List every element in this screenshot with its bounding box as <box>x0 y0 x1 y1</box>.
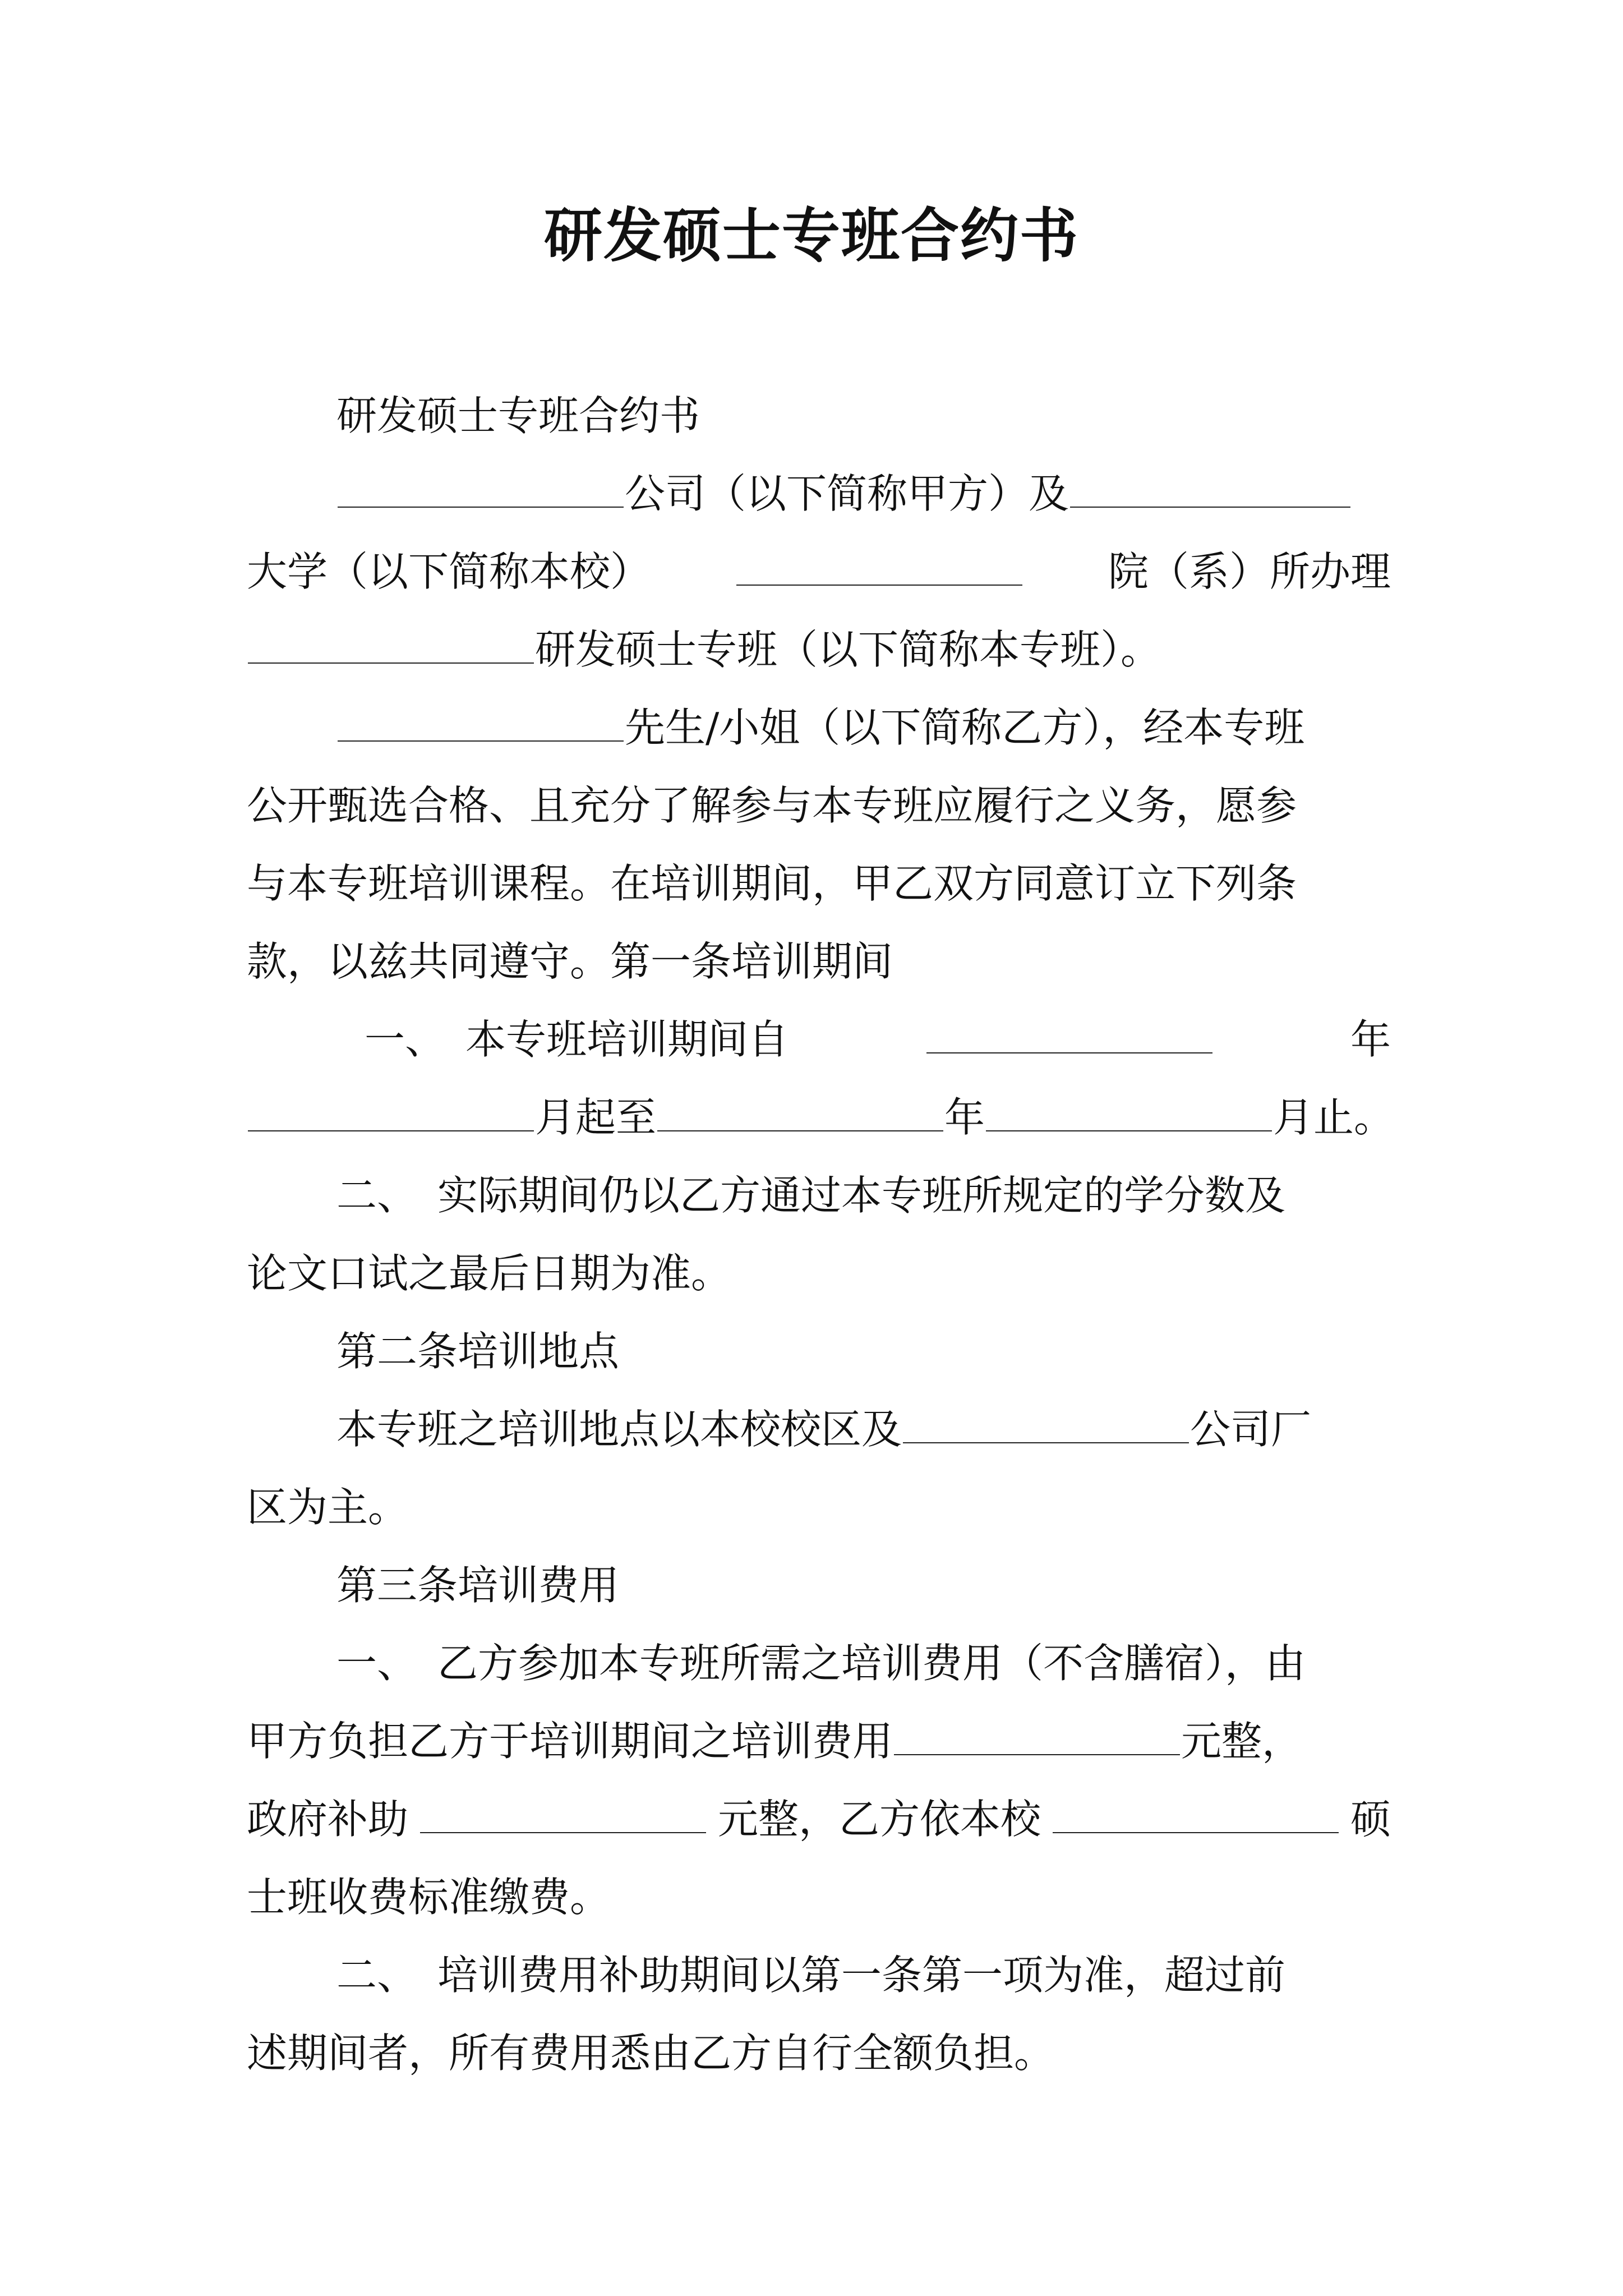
blank-company-name <box>338 466 624 508</box>
line-text: 一、 本专班培训期间自 <box>365 1016 789 1063</box>
blank-start-year <box>926 1012 1212 1053</box>
blank-department <box>736 544 1022 586</box>
body-line: 一、 乙方参加本专班所需之培训费用（不含膳宿），由 <box>336 1640 1306 1687</box>
body-line: 二、 培训费用补助期间以第一条第一项为准，超过前 <box>336 1952 1286 1999</box>
blank-student-name <box>338 700 624 742</box>
body-line: 论文口试之最后日期为准。 <box>247 1250 732 1297</box>
blank-university-name <box>1070 466 1350 508</box>
line-text: 公司（以下简称甲方）及 <box>625 470 1069 517</box>
line-text: 院（系）所办理 <box>1108 548 1391 595</box>
line-text: 公司厂 <box>1190 1406 1312 1453</box>
blank-government-subsidy <box>420 1792 706 1833</box>
line-text: 政府补助 <box>247 1796 409 1843</box>
body-line: 款，以兹共同遵守。第一条培训期间 <box>247 938 893 985</box>
subsidy-line <box>247 1780 1391 1858</box>
university-line <box>247 533 1391 611</box>
line-text: 先生/小姐（以下简称乙方），经本专班 <box>625 704 1305 751</box>
fee-line <box>247 1703 1391 1780</box>
section-heading: 第二条培训地点 <box>336 1328 620 1375</box>
party-b-line <box>247 689 1391 767</box>
blank-end-year <box>657 1090 943 1131</box>
line-text: 年 <box>1350 1016 1391 1063</box>
body-line: 与本专班培训课程。在培训期间，甲乙双方同意订立下列条 <box>247 860 1297 907</box>
line-text: 研发硕士专班（以下简称本专班）。 <box>535 626 1161 673</box>
line-text: 元整，乙方依本校 <box>717 1796 1041 1843</box>
section-heading: 第三条培训费用 <box>336 1562 620 1609</box>
blank-end-month <box>986 1090 1272 1131</box>
line-text: 硕 <box>1350 1796 1391 1843</box>
line-text: 元整， <box>1181 1718 1303 1765</box>
blank-program-name <box>248 622 534 664</box>
line-text: 本专班之培训地点以本校校区及 <box>336 1406 902 1453</box>
blank-company-site <box>903 1402 1189 1443</box>
location-line <box>247 1391 1391 1469</box>
line-text: 甲方负担乙方于培训期间之培训费用 <box>247 1718 893 1765</box>
line-text: 月起至 <box>535 1094 657 1141</box>
blank-school-name <box>1053 1792 1339 1833</box>
party-a-line <box>247 455 1391 533</box>
program-line <box>247 611 1391 689</box>
line-text: 大学（以下简称本校） <box>247 548 651 595</box>
subtitle-line: 研发硕士专班合约书 <box>336 392 700 439</box>
document-body <box>247 377 1395 2092</box>
body-line: 述期间者，所有费用悉由乙方自行全额负担。 <box>247 2030 1055 2077</box>
body-line: 公开甄选合格、且充分了解参与本专班应履行之义务，愿参 <box>247 782 1297 829</box>
blank-start-month <box>248 1090 534 1131</box>
blank-training-fee <box>894 1714 1180 1755</box>
line-text: 月止。 <box>1273 1094 1395 1141</box>
document-title: 研发硕士专班合约书 <box>543 201 1079 270</box>
body-line: 二、 实际期间仍以乙方通过本专班所规定的学分数及 <box>336 1172 1286 1219</box>
line-text: 年 <box>944 1094 985 1141</box>
body-line: 区为主。 <box>247 1484 409 1531</box>
period-end-line <box>247 1079 1395 1157</box>
period-start-line <box>247 1001 1391 1079</box>
body-line: 士班收费标准缴费。 <box>247 1874 611 1921</box>
